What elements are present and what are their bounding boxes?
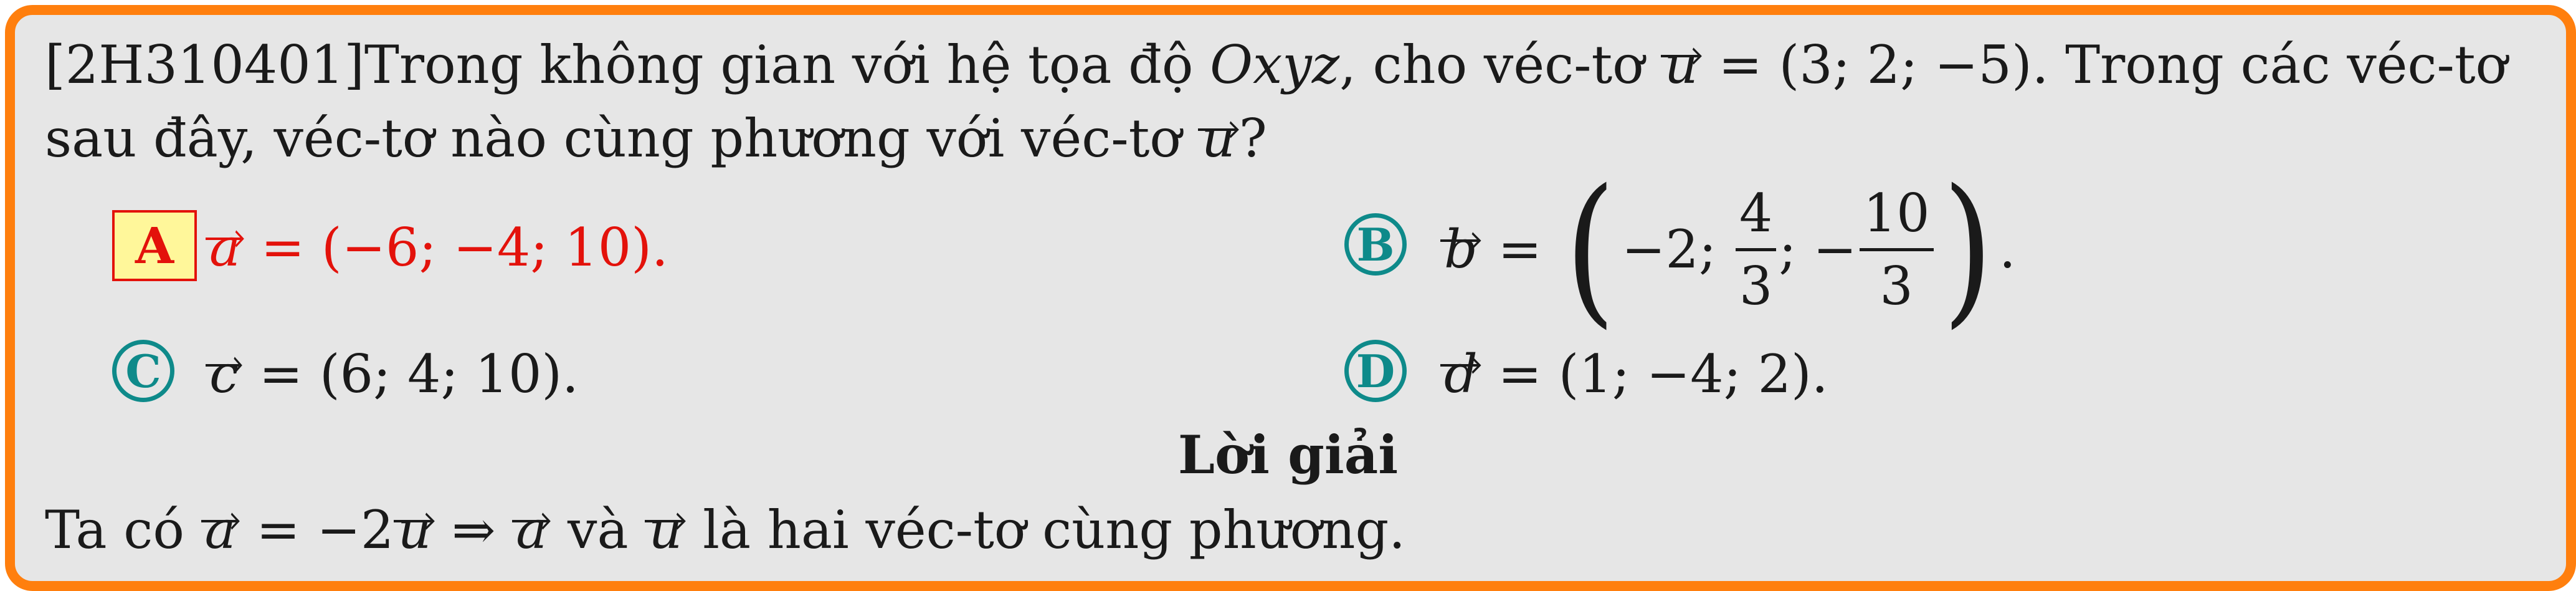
option-b[interactable] [1440, 155, 2016, 344]
implies-symbol: ⇒ [435, 499, 513, 560]
option-b-badge[interactable] [1344, 213, 1407, 276]
vector-arrow-icon [206, 330, 242, 349]
problem-code: [2H310401] [45, 34, 364, 95]
vector-a-sol [201, 499, 240, 560]
solution-title-text: Lời giải [1177, 424, 1399, 486]
vector-a-letter: a [516, 499, 548, 560]
option-c-badge[interactable] [112, 340, 174, 402]
vector-u-letter: u [397, 499, 432, 560]
solution-line [45, 499, 1405, 560]
vector-arrow-icon [201, 486, 240, 505]
vector-b [1440, 219, 1481, 280]
problem-line-2 [45, 108, 1267, 169]
vector-u-2 [1198, 108, 1239, 169]
vector-arrow-icon [1661, 21, 1702, 40]
vector-u-sol-2 [645, 499, 686, 560]
vector-c-letter: c [209, 344, 239, 405]
vector-d-letter: d [1444, 344, 1478, 405]
solution-pre: Ta có [45, 499, 201, 560]
solution-end: là hai véc-tơ cùng phương. [686, 499, 1405, 560]
fraction-numerator: 10 [1860, 187, 1934, 251]
option-c[interactable] [206, 344, 579, 405]
b-end: . [1999, 219, 2016, 280]
option-b-label: B [1356, 218, 1395, 271]
vector-arrow-icon [1440, 206, 1481, 224]
fraction-4-3 [1736, 182, 1776, 317]
fraction-10-3 [1860, 182, 1934, 317]
vector-b-letter: b [1444, 219, 1478, 280]
solution-title [0, 424, 2576, 486]
option-a-value: = (−6; −4; 10). [244, 217, 668, 278]
left-paren: ( [1564, 155, 1615, 344]
option-a[interactable] [206, 217, 668, 278]
problem-text-2: , cho véc-tơ [1339, 34, 1661, 95]
question-mark: ? [1238, 108, 1267, 169]
option-a-badge[interactable] [112, 210, 197, 281]
vector-arrow-icon [512, 486, 551, 505]
b-first: −2; [1622, 219, 1733, 280]
b-sep: ; − [1779, 219, 1857, 280]
option-d-label: D [1356, 344, 1395, 398]
vector-u-letter: u [649, 499, 683, 560]
vector-arrow-icon [1198, 95, 1239, 113]
option-d[interactable] [1440, 344, 1828, 405]
fraction-denominator: 3 [1739, 255, 1773, 317]
fraction-denominator: 3 [1880, 255, 1913, 317]
vector-u-sol [394, 499, 435, 560]
vector-a-sol-2 [512, 499, 551, 560]
right-paren: ) [1942, 155, 1993, 344]
vector-a-letter: a [209, 217, 241, 278]
option-d-value: = (1; −4; 2). [1481, 344, 1828, 405]
vector-arrow-icon [394, 486, 435, 505]
vector-arrow-icon [645, 486, 686, 505]
fraction-numerator: 4 [1736, 187, 1776, 251]
vector-arrow-icon [206, 204, 244, 223]
equals: = [1481, 219, 1559, 280]
u-value: = (3; 2; −5). Trong các véc-tơ [1701, 34, 2507, 95]
vector-a-letter: a [204, 499, 236, 560]
solution-and: và [551, 499, 645, 560]
option-c-label: C [125, 344, 161, 398]
option-a-label: A [135, 216, 174, 275]
vector-a [206, 217, 244, 278]
option-c-value: = (6; 4; 10). [242, 344, 579, 405]
problem-question: sau đây, véc-tơ nào cùng phương với véc-tơ [45, 108, 1198, 169]
vector-c [206, 344, 242, 405]
problem-line-1 [45, 34, 2507, 95]
vector-u-letter: u [1664, 34, 1698, 95]
option-d-badge[interactable] [1344, 340, 1407, 402]
vector-arrow-icon [1440, 330, 1481, 349]
problem-text: Trong không gian với hệ tọa độ [364, 34, 1210, 95]
coord-system: Oxyz [1210, 34, 1340, 95]
vector-d [1440, 344, 1481, 405]
solution-mid: = −2 [239, 499, 394, 560]
vector-u-letter: u [1201, 108, 1235, 169]
vector-u [1661, 34, 1702, 95]
